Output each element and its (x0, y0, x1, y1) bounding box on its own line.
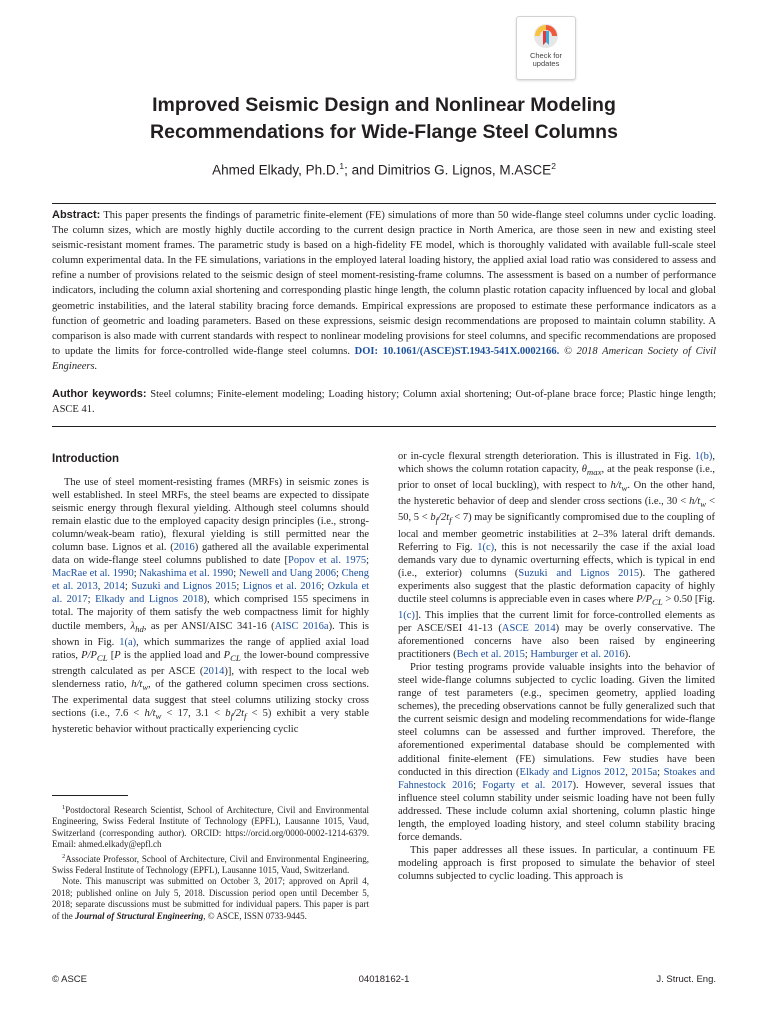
citation-link[interactable]: Nakashima et al. 1990 (139, 568, 234, 580)
title-line1: Improved Seismic Design and Nonlinear Modeling (152, 94, 616, 116)
citation-link[interactable]: Newell and Uang 2006 (238, 568, 337, 580)
paragraph: or in-cycle flexural strength deterioration. This is illustrated in Fig. 1(b), which shows the column rotation capacity, $\theta_{max}$, at the peak response (i.e., prior to onset of local buckling), with respect to $h/t_w$. On the other hand, the hysteretic behavior of deep and slender cross sections (i.e., $30 < h/t_w < 50$, $5 < b_f/2t_f < 7$) may be significantly compromised due to the coupling of local and member geometric instabilities at 2–3% lateral drift demands. Referring to Fig. 1(c), this is not necessarily the case if the axial load demands vary due to dynamic overturning effects, which is typical in end (i.e., exterior) columns (Suzuki and Lignos 2015). The gathered experiments also suggest that the plastic deformation capacity of highly ductile steel columns is appreciable even in cases where $P/P_{CL} > 0.50$ [Fig. 1(c)]. This implies that the current limit for force-controlled elements as per ASCE/SEI 41-13 (ASCE 2014) may be overly conservative. The aforementioned concerns have also been raised by engineering practitioners (Bech et al. 2015; Hamburger et al. 2016). (398, 451, 716, 661)
check-for-updates-badge[interactable] (516, 16, 576, 80)
body-column-left (52, 476, 369, 736)
author-line (40, 157, 728, 180)
title-line2: Recommendations for Wide-Flange Steel Columns (150, 121, 618, 143)
update-ribbon-icon (532, 22, 560, 50)
submission-note (52, 876, 369, 922)
citation-link[interactable]: Cheng et al. 2013 (52, 568, 370, 593)
citation-link[interactable]: Suzuki and Lignos 2015 (131, 581, 237, 593)
citation-link[interactable]: AISC 2016a (274, 620, 329, 632)
abstract-body: This paper presents the findings of parametric finite-element (FE) simulations of more than 50 wide-flange steel columns under cyclic loading. The column sizes, which are mostly highly ductile according to the current design practice in North America, are those seen in new and existing steel seismic-resistant moment frames. The parametric study is based on a high-fidelity FE model, which is thoroughly validated with available full-scale steel column experimental data. In the FE simulations, variations in the employed lateral loading history, the applied axial load ratio was considered to assess and refine a number of provisions related to the seismic design of steel moment-resisting-frame columns. The assessment is based on a number of performance indicators, including the column axial shortening and corresponding plastic hinge length, the column plastic rotation capacity influenced by local and global geometric instabilities, and the lateral stability bracing force demands. Empirical expressions are proposed to estimate these performance indicators as a function of geometric and loading parameters. Based on these expressions, seismic design recommendations are proposed to maintain column stability. A comparison is also made with current standards with respect to nonlinear modeling provisions for steel columns, and specific recommendations are proposed to update the limits for force-controlled wide-flange steel columns. (52, 210, 716, 357)
author-1: Ahmed Elkady, Ph.D. (212, 162, 340, 178)
figure-link[interactable]: 1(c) (398, 609, 415, 621)
footnote-2 (52, 851, 369, 877)
body-column-right (398, 450, 715, 883)
paper-title (40, 92, 728, 146)
citation-link[interactable]: MacRae et al. 1990 (52, 568, 134, 580)
abstract-label: Abstract: (52, 209, 101, 221)
copyright: © 2018 American Society of Civil Engineers. (52, 345, 716, 372)
citation-link[interactable]: Stoakes and Fahnestock 2016 (398, 766, 716, 791)
footer-copyright: © ASCE (52, 974, 87, 985)
abstract-bottom-rule (52, 426, 716, 427)
footer-journal: J. Struct. Eng. (656, 974, 716, 985)
paragraph: The use of steel moment-resisting frames (MRFs) in seismic zones is well established. In steel MRFs, the steel beams are expected to dissipate seismic energy through flexural yielding. Although steel columns should remain elastic due to the employed capacity design principles (i.e., strong-column/weak-beam ratio), flexural yielding is still permitted near the column base. Lignos et al. (2016) gathered all the available experimental data on wide-flange steel columns published to date [Popov et al. 1975; MacRae et al. 1990; Nakashima et al. 1990; Newell and Uang 2006; Cheng et al. 2013, 2014; Suzuki and Lignos 2015; Lignos et al. 2016; Ozkula et al. 2017; Elkady and Lignos 2018), which comprised 155 specimens in total. The majority of them satisfy the web compactness limit for highly ductile members, $\lambda_{hd}$, as per ANSI/AISC 341-16 (AISC 2016a). This is shown in Fig. 1(a), which summarizes the range of applied axial load ratios, $P/P_{CL}$ [P is the applied load and $P_{CL}$ the lower-bound compressive strength calculated as per ASCE (2014)], with respect to the local web slenderness ratio, $h/t_w$, of the gathered column specimen cross sections. The experimental data suggest that steel columns utilizing stocky cross sections (i.e., $7.6 < h/t_w < 17$, $3.1 < b_f/2t_f < 5$) exhibit a very stable hysteretic behavior without practically experiencing cyclic (52, 477, 370, 736)
figure-link[interactable]: 1(b) (694, 451, 713, 462)
footnotes (52, 802, 369, 922)
keywords-body: Steel columns; Finite-element modeling; Loading history; Column axial shortening; Out-of-plane brace force; Plastic hinge length; ASCE 41. (52, 389, 716, 416)
badge-line1: Check for (529, 51, 563, 60)
citation-link[interactable]: Fogarty et al. 2017 (482, 779, 573, 791)
footer-article-number: 04018162-1 (358, 974, 410, 985)
citation-link[interactable]: 2014 (103, 581, 125, 593)
author-2: ; and Dimitrios G. Lignos, M.ASCE (344, 162, 552, 178)
citation-link[interactable]: ASCE 2014 (501, 623, 556, 635)
citation-link[interactable]: Lignos et al. 2016 (242, 581, 322, 593)
citation-link[interactable]: Bech et al. 2015 (456, 649, 525, 661)
footnote-1 (52, 802, 369, 851)
note-text-b: , © ASCE, ISSN 0733-9445. (203, 910, 307, 921)
author-1-mark: 1 (339, 161, 345, 171)
paragraph: This paper addresses all these issues. In particular, a continuum FE modeling approach is first proposed to simulate the behavior of steel columns subjected to cyclic loading. This approach is (398, 844, 715, 882)
paragraph: Prior testing programs provide valuable insights into the behavior of steel wide-flange columns subjected to cyclic loading. Given the limited range of test parameters (e.g., specimen geometry, applied loading schemes), the preceding observations cannot be fully generalized such that the current seismic design and modeling recommendations for wide-flange steel columns can be assessed and further improved. Therefore, the aforementioned experimental database should be complemented with additional finite-element (FE) simulations. Few studies have been conducted in this direction (Elkady and Lignos 2012, 2015a; Stoakes and Fahnestock 2016; Fogarty et al. 2017). However, several issues that influence steel column stability under seismic loading have not been fully addressed. These include column axial shortening, column plastic hinge length, the employed loading history, and steel column stability bracing force demands. (398, 662, 716, 843)
section-heading-introduction: Introduction (52, 453, 120, 465)
citation-link[interactable]: Ozkula et al. 2017 (52, 581, 370, 606)
author-2-mark: 2 (551, 161, 556, 171)
abstract (52, 208, 716, 374)
citation-link[interactable]: 2015a (631, 766, 658, 778)
citation-link[interactable]: Elkady and Lignos 2018 (95, 594, 204, 606)
keywords-label: Author keywords: (52, 388, 147, 400)
citation-link[interactable]: Suzuki and Lignos 2015 (518, 567, 640, 579)
citation-link[interactable]: Elkady and Lignos 2012 (519, 766, 626, 778)
citation-link[interactable]: 2014 (203, 665, 225, 677)
doi-link[interactable]: DOI: 10.1061/(ASCE)ST.1943-541X.0002166. (354, 345, 560, 357)
badge-line2: updates (532, 59, 560, 68)
journal-name: Journal of Structural Engineering (75, 910, 204, 921)
figure-link[interactable]: 1(c) (477, 541, 495, 553)
author-keywords (52, 387, 716, 417)
note-text-a: Note. This manuscript was submitted on October 3, 2017; approved on April 4, 2018; published online on July 5, 2018. Discussion period open until December 5, 2018; separate discussions must be submitted for individual papers. This paper is part of the (52, 876, 369, 921)
footnote-rule (52, 795, 128, 796)
citation-link[interactable]: Popov et al. 1975 (288, 555, 367, 567)
abstract-top-rule (52, 203, 716, 204)
footnote-1-text: Postdoctoral Research Scientist, School of Architecture, Civil and Environmental Engineering, Swiss Federal Institute of Technology (EPFL), Lausanne 1015, Vaud, Switzerland (corresponding author). ORCID: https://orcid.org/0000-0002-1214-6379. Email: ahmed.elkady@epfl.ch (52, 805, 369, 850)
citation-link[interactable]: 2016 (173, 542, 195, 554)
footnote-2-mark: 2 (62, 852, 66, 860)
figure-link[interactable]: 1(a) (119, 636, 137, 648)
footnote-2-text: Associate Professor, School of Architecture, Civil and Environmental Engineering, Swiss Federal Institute of Technology (EPFL), Lausanne 1015, Vaud, Switzerland. (52, 853, 369, 876)
footnote-1-mark: 1 (62, 804, 66, 811)
citation-link[interactable]: Hamburger et al. 2016 (530, 649, 625, 661)
